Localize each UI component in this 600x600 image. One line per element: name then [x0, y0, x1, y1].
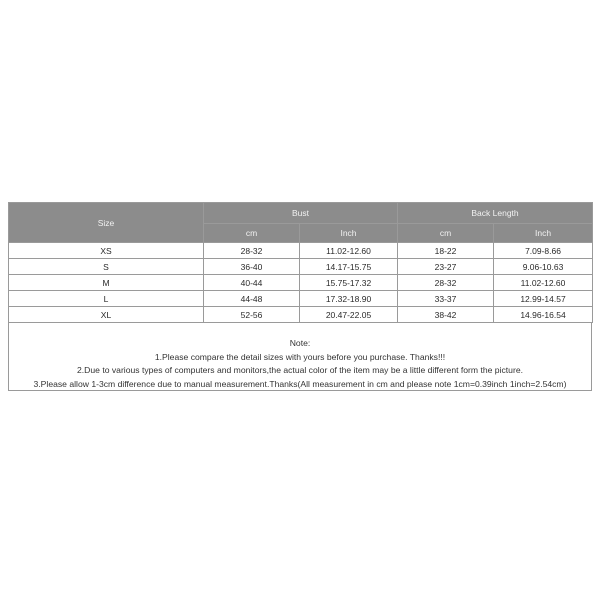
bust-inch-cell: 17.32-18.90 [300, 291, 398, 307]
bust-cm-cell: 52-56 [204, 307, 300, 323]
size-chart [8, 202, 592, 391]
bust-cm-header: cm [204, 224, 300, 243]
bust-inch-cell: 14.17-15.75 [300, 259, 398, 275]
table-row [9, 275, 593, 291]
notes-title: Note: [289, 338, 311, 348]
bust-cm-cell: 40-44 [204, 275, 300, 291]
table-row [9, 243, 593, 259]
back-length-cm-cell: 38-42 [398, 307, 494, 323]
back-length-inch-cell: 12.99-14.57 [494, 291, 593, 307]
back-length-inch-cell: 9.06-10.63 [494, 259, 593, 275]
back-length-inch-cell: 14.96-16.54 [494, 307, 593, 323]
bust-cm-cell: 44-48 [204, 291, 300, 307]
back-length-cm-cell: 33-37 [398, 291, 494, 307]
bust-inch-cell: 20.47-22.05 [300, 307, 398, 323]
table-header-row [9, 203, 593, 224]
back-length-cm-cell: 28-32 [398, 275, 494, 291]
back-length-cm-header: cm [398, 224, 494, 243]
back-length-cm-cell: 23-27 [398, 259, 494, 275]
size-cell: XL [9, 307, 204, 323]
bust-group-header: Bust [204, 203, 398, 224]
back-length-cm-cell: 18-22 [398, 243, 494, 259]
notes-box [8, 323, 592, 391]
bust-cm-cell: 36-40 [204, 259, 300, 275]
size-cell: L [9, 291, 204, 307]
size-table [8, 202, 593, 323]
bust-inch-cell: 11.02-12.60 [300, 243, 398, 259]
back-length-inch-cell: 11.02-12.60 [494, 275, 593, 291]
table-row [9, 291, 593, 307]
bust-inch-header: Inch [300, 224, 398, 243]
size-cell: XS [9, 243, 204, 259]
bust-cm-cell: 28-32 [204, 243, 300, 259]
size-cell: M [9, 275, 204, 291]
back-length-group-header: Back Length [398, 203, 593, 224]
table-row [9, 307, 593, 323]
back-length-inch-cell: 7.09-8.66 [494, 243, 593, 259]
table-row [9, 259, 593, 275]
bust-inch-cell: 15.75-17.32 [300, 275, 398, 291]
note-line-3: 3.Please allow 1-3cm difference due to manual measurement.Thanks(All measurement in cm and please note 1cm=0.39inch 1inch=2.54cm) [33, 378, 567, 389]
back-length-inch-header: Inch [494, 224, 593, 243]
size-cell: S [9, 259, 204, 275]
size-column-header: Size [9, 203, 204, 243]
note-line-2: 2.Due to various types of computers and monitors,the actual color of the item may be a little different form the picture. [77, 365, 523, 375]
note-line-1: 1.Please compare the detail sizes with yours before you purchase. Thanks!!! [154, 351, 446, 362]
